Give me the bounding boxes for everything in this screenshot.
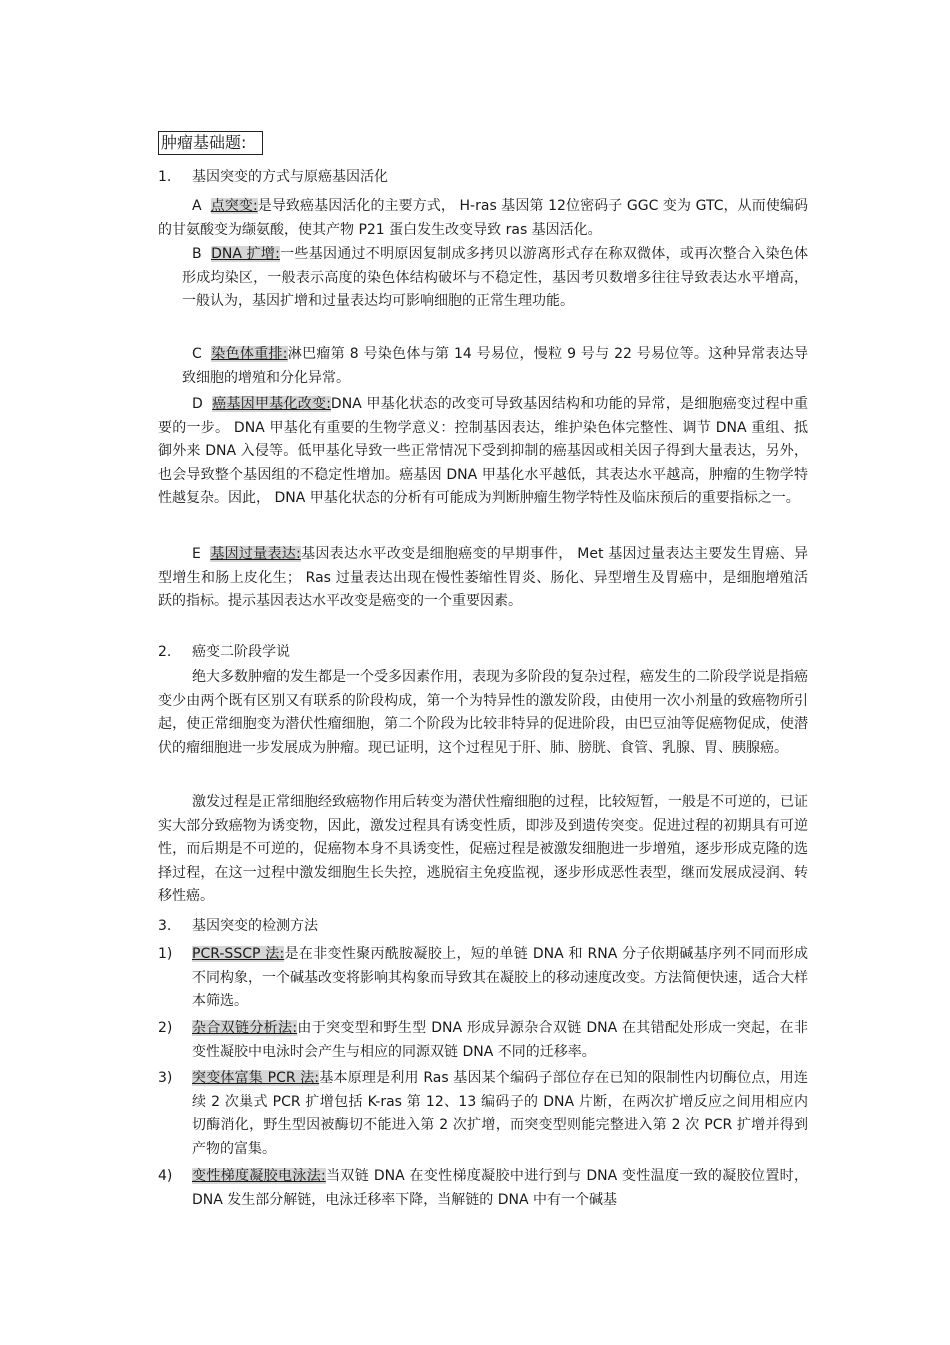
section-2-paragraph-2: 激发过程是正常细胞经致癌物作用后转变为潜伏性瘤细胞的过程，比较短暂，一般是不可逆的，已证实大部分致癌物为诱变物，因此，激发过程具有诱变性质，即涉及到遗传突变。促进过程的初期具有可逆性，而后期是不可逆的，促癌物本身不具诱变性，促癌过程是被激发细胞进一步增殖，逐步形成克隆的选择过程，在这一过程中激发细胞生长失控，逃脱宿主免疫监视，逐步形成恶性表型，继而发展成浸润、转移性癌。: [158, 794, 808, 904]
section-1-item-e: [158, 543, 808, 614]
method-item-4: 4) 变性梯度凝胶电泳法:当双链 DNA 在变性梯度凝胶中进行到与 DNA 变性温度一致的凝胶位置时， DNA 发生部分解链，电泳迁移率下降，当解链的 DNA 中有一个碱基: [158, 1168, 808, 1208]
item-e-term: 基因过量表达:: [210, 546, 301, 562]
section-1-number: 1.: [158, 169, 172, 185]
method-item-1: 1) PCR-SSCP 法:是在非变性聚丙酰胺凝胶上，短的单链 DNA 和 RNA 分子依期碱基序列不同而形成不同构象，一个碱基改变将影响其构象而导致其在凝胶上的移动速度改变。方法简便快速，适合大样本筛选。: [158, 946, 808, 1009]
document-title: 肿瘤基础题:: [158, 131, 263, 155]
method-2-term: 杂合双链分析法:: [192, 1020, 298, 1036]
section-1-item-b: [158, 243, 808, 314]
item-c-paragraph: C 染色体重排:淋巴瘤第 8 号染色体与第 14 号易位，慢粒 9 号与 22 号易位等。这种异常表达导致细胞的增殖和分化异常。: [182, 346, 809, 386]
section-3-heading: [158, 915, 808, 939]
section-2-title: 癌变二阶段学说: [192, 644, 290, 660]
section-3-number: 3.: [158, 918, 172, 934]
item-b-term: DNA 扩增:: [211, 246, 280, 262]
item-a-term: 点突变:: [210, 198, 258, 214]
section-1-item-c: [158, 343, 808, 390]
item-d-paragraph: D 癌基因甲基化改变:DNA 甲基化状态的改变可导致基因结构和功能的异常，是细胞癌变过程中重要的一步。 DNA 甲基化有重要的生物学意义：控制基因表达，维护染色体完整性、调节 DNA 重组、抵御外来 DNA 入侵等。低甲基化导致一些正常情况下受到抑制的癌基因或相关因子得到大量表达，另外，也会导致整个基因组的不稳定性增加。癌基因 DNA 甲基化水平越低，其表达水平越高，肿瘤的生物学特性越复杂。因此， DNA 甲基化状态的分析有可能成为判断肿瘤生物学特性及临床预后的重要指标之一。: [158, 396, 808, 506]
item-d-term: 癌基因甲基化改变:: [212, 396, 331, 412]
item-c-term: 染色体重排:: [211, 346, 288, 362]
method-item-2: 2) 杂合双链分析法:由于突变型和野生型 DNA 形成异源杂合双链 DNA 在其错配处形成一突起，在非变性凝胶中电泳时会产生与相应的同源双链 DNA 不同的迁移率。: [158, 1020, 808, 1060]
method-item-3: 3) 突变体富集 PCR 法:基本原理是利用 Ras 基因某个编码子部位存在已知的限制性内切酶位点，用连续 2 次巢式 PCR 扩增包括 K-ras 第 12、13 编码子的 DNA 片断，在两次扩增反应之间用相应内切酶消化，野生型因被酶切不能进入第 2 次扩增，而突变型则能完整进入第 2 次 PCR 扩增并得到产物的富集。: [158, 1070, 808, 1157]
section-3-title: 基因突变的检测方法: [192, 918, 318, 934]
method-1-term: PCR-SSCP 法:: [192, 946, 285, 962]
section-2-number: 2.: [158, 644, 172, 660]
item-e-paragraph: E 基因过量表达:基因表达水平改变是细胞癌变的早期事件， Met 基因过量表达主要发生胃癌、异型增生和肠上皮化生； Ras 过量表达出现在慢性萎缩性胃炎、肠化、异型增生及胃癌中，是细胞增殖活跃的指标。提示基因表达水平改变是癌变的一个重要因素。: [158, 546, 808, 609]
section-1-item-a: [158, 195, 808, 242]
method-3-term: 突变体富集 PCR 法:: [192, 1070, 320, 1086]
section-1-title: 基因突变的方式与原癌基因活化: [192, 169, 388, 185]
section-1-item-d: [158, 393, 808, 511]
method-4-term: 变性梯度凝胶电泳法:: [192, 1168, 326, 1184]
item-b-paragraph: B DNA 扩增:一些基因通过不明原因复制成多拷贝以游离形式存在称双微体，或再次整合入染色体形成均染区，一般表示高度的染色体结构破坏与不稳定性，基因考贝数增多往往导致表达水平增高，一般认为，基因扩增和过量表达均可影响细胞的正常生理功能。: [182, 246, 809, 309]
section-2-heading: [158, 641, 808, 665]
item-a-paragraph: A 点突变:是导致癌基因活化的主要方式， H-ras 基因第 12位密码子 GGC 变为 GTC，从而使编码的甘氨酸变为缬氨酸，使其产物 P21 蛋白发生改变导致 ras 基因活化。: [158, 198, 808, 238]
section-2-paragraph-1: 绝大多数肿瘤的发生都是一个受多因素作用，表现为多阶段的复杂过程，癌发生的二阶段学说是指癌变少由两个既有区别又有联系的阶段构成，第一个为特异性的激发阶段，由使用一次小剂量的致癌物所引起，使正常细胞变为潜伏性瘤细胞，第二个阶段为比较非特异的促进阶段，由巴豆油等促癌物促成，使潜伏的瘤细胞进一步发展成为肿瘤。现已证明，这个过程见于肝、肺、膀胱、食管、乳腺、胃、胰腺癌。: [158, 669, 808, 756]
section-1-heading: [158, 166, 808, 190]
